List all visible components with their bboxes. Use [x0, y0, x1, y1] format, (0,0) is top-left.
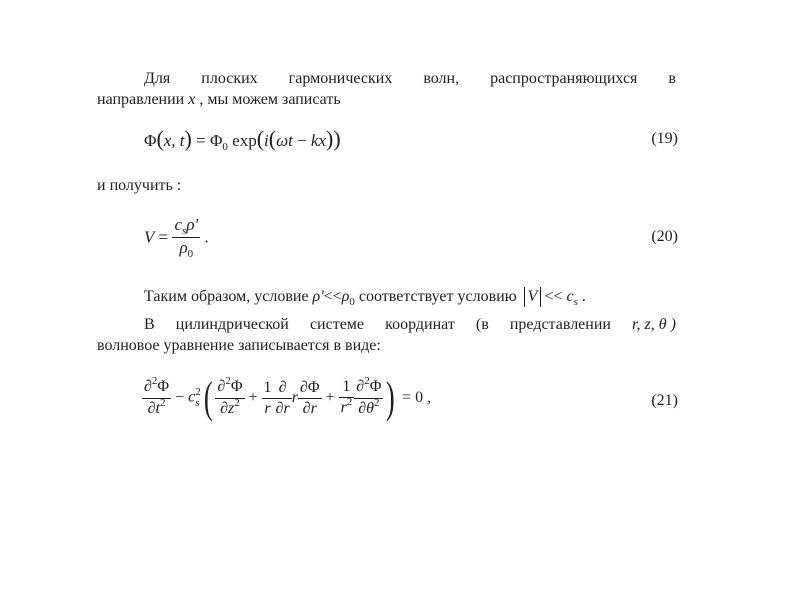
paragraph-4-line-2: волновое уравнение записывается в виде: [97, 337, 381, 354]
much-less-than: << [544, 288, 563, 305]
rho-subscript: 0 [349, 296, 355, 308]
minus: − [171, 389, 189, 406]
c-subscript: s [573, 296, 578, 308]
rho-subscript: 0 [187, 248, 194, 260]
equation-21 [142, 373, 432, 422]
rho-prime: ρ' [186, 215, 199, 234]
text: Таким образом, условие [144, 288, 313, 305]
rho: ρ [341, 288, 350, 305]
fraction [172, 216, 200, 259]
equation-number-20: (20) [651, 228, 678, 245]
minus: − [292, 131, 311, 150]
text: направлении [97, 91, 189, 108]
word: волн, [423, 70, 460, 87]
paragraph-1-line-1 [144, 69, 676, 89]
text: соответствует условию [354, 288, 521, 305]
omega-t: ωt [276, 131, 293, 150]
plus: + [321, 389, 339, 406]
paragraph-4-line-1 [144, 315, 676, 335]
equation-number-21: (21) [651, 392, 678, 409]
c: c [174, 215, 183, 234]
abs-bar-right [540, 287, 541, 307]
math-coords: r, z, θ ) [632, 316, 676, 333]
word: Для [144, 70, 171, 87]
math-variable-x: x [188, 91, 196, 108]
period: . [200, 227, 209, 247]
left-paren: ( [203, 373, 213, 422]
equals: = [191, 131, 210, 150]
r-variable: r [291, 389, 298, 406]
word: в [668, 70, 676, 87]
V-variable: V [527, 288, 538, 305]
text: , мы можем записать [195, 91, 341, 108]
phi0-subscript: 0 [222, 141, 228, 153]
word: представлении [509, 316, 611, 333]
paragraph-2: и получить : [97, 177, 182, 194]
V-variable: V [144, 227, 155, 247]
word: системе [309, 316, 365, 333]
phi-symbol: Φ [144, 131, 157, 150]
equation-number-19: (19) [651, 130, 678, 147]
c-subscript: s [182, 225, 187, 237]
equation-20 [144, 216, 209, 259]
word: распространяющихся [490, 70, 638, 87]
exp-func: exp [227, 131, 257, 150]
fraction-dphi-dr: $\frac{\partial\Phi}{\partial r}$ [299, 378, 320, 417]
fraction-d2phi-dz2: $\frac{\partial^2\Phi}{\partial z^2}$ [217, 374, 243, 417]
fraction-d2phi-dtheta2: $\frac{\partial^2\Phi}{\partial\theta^2}$ [356, 374, 382, 417]
c-squared: c 2 s [188, 386, 201, 409]
c: c [566, 288, 574, 305]
much-less-than: << [323, 288, 342, 305]
period: . [577, 288, 586, 305]
fraction-d-dr: $\frac{\partial}{\partial r}$ [275, 378, 290, 417]
equals: = [154, 227, 173, 247]
word: В [144, 316, 155, 333]
word: гармонических [288, 70, 393, 87]
phi0: Φ [209, 131, 223, 150]
plus: + [244, 389, 262, 406]
right-paren: ) [386, 373, 396, 422]
word: цилиндрической [175, 316, 289, 333]
fraction-d2phi-dt2: $\frac{\partial^2\Phi}{\partial t^2}$ [144, 374, 170, 417]
args: x, t [163, 131, 185, 150]
kx: kx [310, 131, 327, 150]
fraction-1-r2: $\frac{1}{r^2}$ [340, 378, 353, 416]
word: (в [475, 316, 489, 333]
word: координат [385, 316, 455, 333]
paragraph-3 [144, 287, 586, 308]
equation-19: Φ(x, $t) = \Phi_0$ exp(i(ωt − kx)) [144, 126, 341, 153]
imag-unit: i [264, 131, 269, 150]
abs-bar-left [524, 287, 525, 307]
paragraph-1-line-2 [97, 90, 341, 110]
word: плоских [201, 70, 258, 87]
fraction-1-r: $\frac{1}{r}$ [263, 378, 272, 417]
equals-zero: = 0 , [398, 389, 432, 406]
rho-prime: ρ' [312, 288, 324, 305]
rho: ρ [179, 238, 188, 257]
